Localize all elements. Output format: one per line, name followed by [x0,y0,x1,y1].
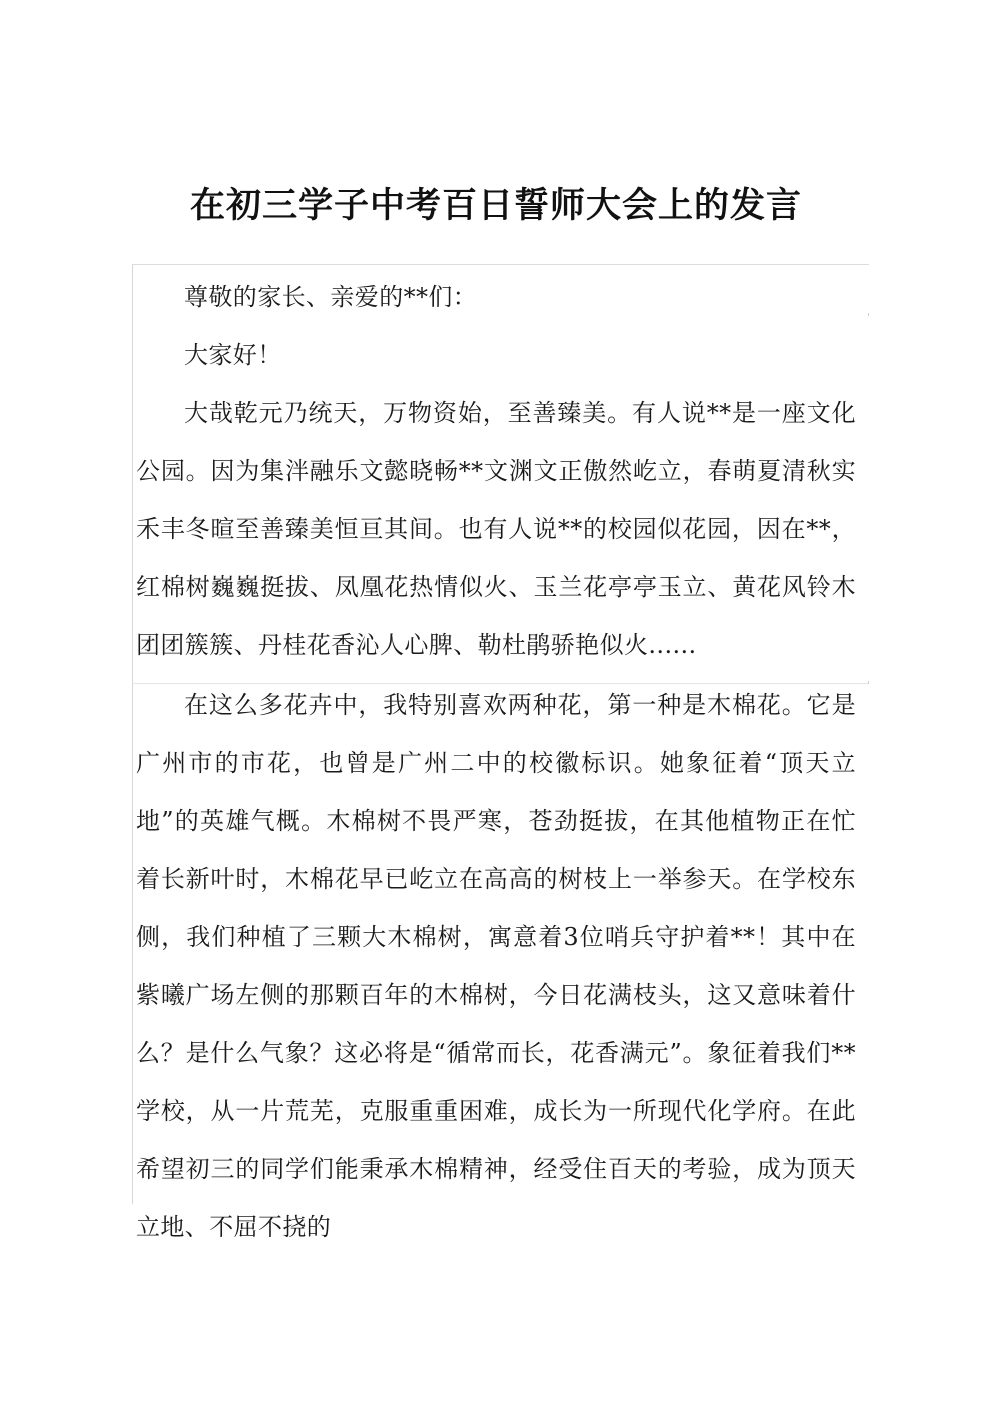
frame-corner-mark [865,313,869,316]
body-paragraph: 在这么多花卉中，我特别喜欢两种花，第一种是木棉花。它是广州市的市花，也曾是广州二中的校徽标识。她象征着“顶天立地”的英雄气概。木棉树不畏严寒，苍劲挺拔，在其他植物正在忙着长新叶时，木棉花早已屹立在高高的树枝上一举参天。在学校东侧，我们种植了三颗大木棉树，寓意着3位哨兵守护着**！其中在紫曦广场左侧的那颗百年的木棉树，今日花满枝头，这又意味着什么？是什么气象？这必将是“循常而长，花香满元”。象征着我们**学校，从一片荒芜，克服重重困难，成长为一所现代化学府。在此希望初三的同学们能秉承木棉精神，经受住百天的考验，成为顶天立地、不屈不挠的 [136,691,856,1241]
salutation-paragraph: 尊敬的家长、亲爱的**们： [184,283,478,311]
page-title: 在初三学子中考百日誓师大会上的发言 [189,186,802,226]
document-body [136,268,856,1256]
body-paragraph: 大哉乾元乃统天，万物资始，至善臻美。有人说**是一座文化公园。因为集泮融乐文懿晓畅**文渊文正傲然屹立，春萌夏清秋实禾丰冬暄至善臻美恒亘其间。也有人说**的校园似花园，因在**，红棉树巍巍挺拔、凤凰花热情似火、玉兰花亭亭玉立、黄花风铃木团团簇簇、丹桂花香沁人心脾、勒杜鹃骄艳似火...... [136,399,856,659]
greeting-paragraph: 大家好！ [184,341,282,369]
